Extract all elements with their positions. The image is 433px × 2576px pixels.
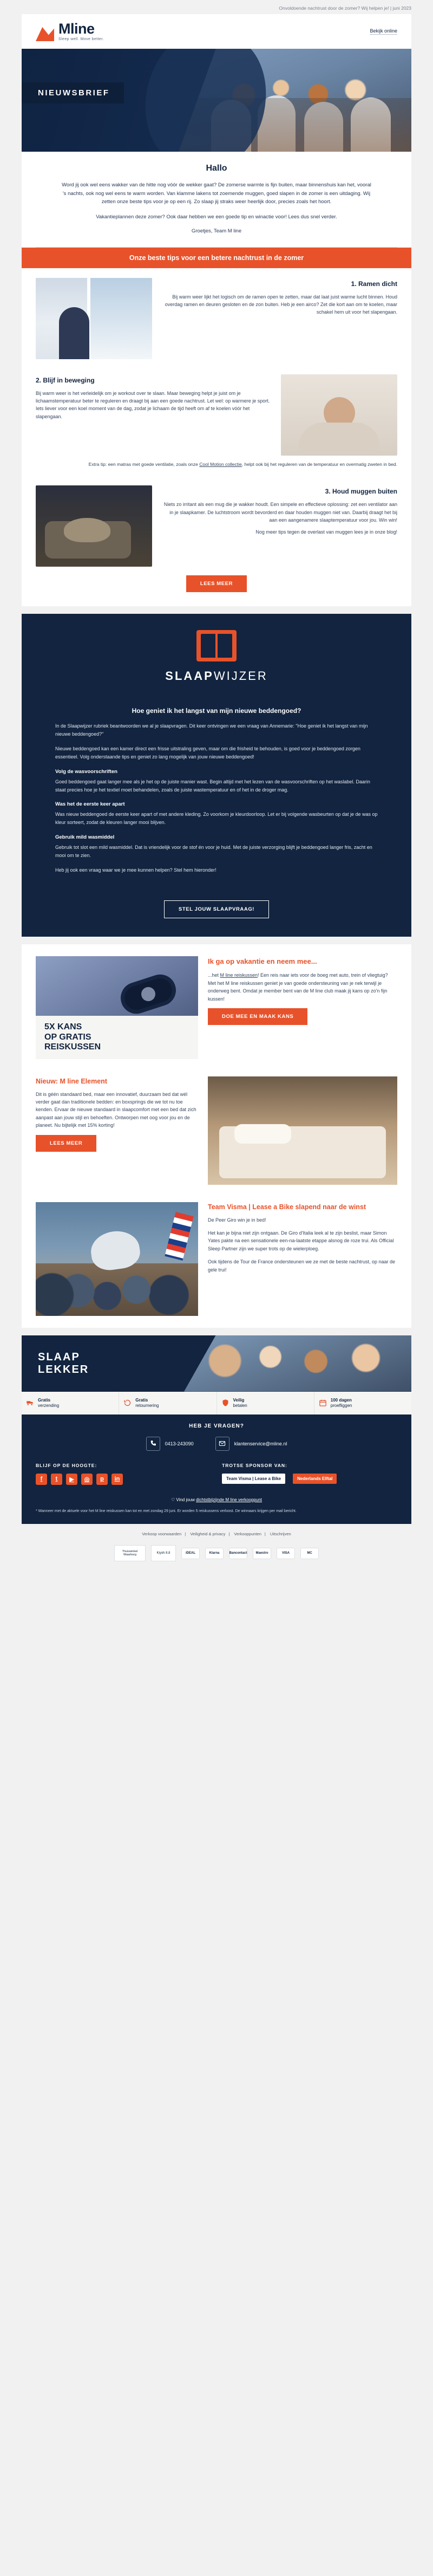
promo-visma-body-1: De Peer Giro win je in bed!	[208, 1217, 266, 1223]
mail-icon	[215, 1437, 229, 1451]
slaapwijzer-brand	[36, 669, 397, 683]
footer-questions-title: HEB JE VRAGEN?	[22, 1414, 411, 1435]
sponsor-logo-knvb: Nederlands Elftal	[293, 1474, 337, 1484]
promo-win-row	[22, 944, 411, 1071]
brand-logo[interactable]	[36, 22, 104, 41]
slaapwijzer-lead: Nieuwe beddengoed kan een kamer direct een frisse uitstraling geven, maar om die frisheid te behouden, is goed voor je beddengoed zorgen essentieel. Volg onderstaande tips en geniet zo lang mogelijk van jouw nieuwe beddengoed!	[55, 745, 360, 760]
mosquito-sleeper-photo	[36, 485, 152, 567]
usp-payment-line2: betalen	[233, 1403, 247, 1408]
slaapwijzer-section-2-heading: Was het de eerste keer apart	[55, 801, 125, 808]
footer-disclaimer: * Wanneer met de aktuele voor het M line reiskussen kan tot en met zondag 29 juni. Er worden 5 reiskussens verloost. De winnaars krijgen per mail bericht.	[22, 1509, 411, 1524]
flag-shape	[165, 1212, 193, 1261]
win-badge-line3: REISKUSSEN	[44, 1042, 101, 1052]
linkedin-icon[interactable]: in	[111, 1474, 123, 1485]
tip-row-2	[22, 365, 411, 461]
footer-hero	[22, 1335, 411, 1392]
usp-returns-line2: retournering	[135, 1403, 159, 1408]
pay-mastercard-icon: MC	[300, 1548, 319, 1559]
promo-element-body: Dit is géén standaard bed, maar een innovatief, duurzaam bed dat wél verder gaat dan traditionele bedden: en boxsprings die we tot nu toe kenden. Ervaar de nieuwe standaard in slaapcomfort met een bed dat zich aanpast aan jouw stijl en behoeften. Ontworpen met oog voor jou en de planeet. Nu bijtelijk met 15% korting!	[36, 1091, 196, 1128]
usp-payment	[217, 1392, 314, 1414]
promo-win-title: Ik ga op vakantie en neem mee...	[208, 957, 317, 965]
slaapwijzer-question: Hoe geniet ik het langst van mijn nieuwe beddengoed?	[132, 707, 301, 715]
promo-win-body	[208, 971, 397, 1003]
thuiswinkel-badge: Thuiswinkel Waarborg	[114, 1545, 146, 1561]
tips-section-band: Onze beste tips voor een betere nachtrust in de zomer	[22, 248, 411, 268]
promo-visma-row	[22, 1197, 411, 1328]
view-online-link[interactable]: Bekijk online	[370, 28, 397, 34]
twitter-icon[interactable]: t	[51, 1474, 62, 1485]
pay-maestro-icon: Maestro	[253, 1548, 271, 1559]
email-footer	[22, 1335, 411, 1524]
slaapwijzer-closing: Heb jij ook een vraag waar we je mee kunnen helpen? Stel hem hieronder!	[55, 867, 216, 873]
footer-hero-line2: LEKKER	[38, 1363, 89, 1375]
kiyoh-badge: Kiyoh 8.8	[151, 1545, 176, 1561]
youtube-icon[interactable]: ▶	[66, 1474, 77, 1485]
sponsor-logo-visma: Team Visma | Lease a Bike	[222, 1474, 285, 1484]
tip-2-body: Bij warm weer is het verleidelijk om je workout over te slaan. Maar beweging helpt je juist om je lichaamstemperatuur beter te reguleren en draagt bij aan een goede nachtrust. Let wel: op warmere je sport. Iets liever voor een koel moment van de dag, zodat je lichaam de tijd heeft om af te koelen vóór het slapengaan.	[36, 390, 270, 419]
footer-email-address: klantenservice@mline.nl	[234, 1441, 287, 1446]
footer-hero-photo	[184, 1335, 411, 1392]
tip-extra-note	[22, 461, 411, 476]
travel-pillow-shape	[117, 971, 180, 1018]
usp-trial-line2: proefliggen	[330, 1403, 352, 1408]
yoga-woman-photo	[281, 374, 397, 456]
intro-block	[22, 152, 411, 247]
usp-shipping	[22, 1392, 119, 1414]
slaapwijzer-section-3-heading: Gebruik mild wasmiddel	[55, 834, 115, 841]
cool-motion-link[interactable]: Cool Motion collectie	[199, 461, 242, 467]
footer-link-privacy[interactable]: Veiligheid & privacy	[190, 1532, 226, 1537]
pinterest-icon[interactable]: p	[96, 1474, 108, 1485]
slaapwijzer-body	[22, 697, 411, 897]
usp-returns-line1: Gratis	[135, 1397, 148, 1403]
promo-cards	[22, 944, 411, 1328]
phone-icon	[146, 1437, 160, 1451]
usp-trial-line1: 100 dagen	[330, 1397, 352, 1403]
preheader-text: Onvoldoende nachtrust door de zomer? Wij helpen je! | juni 2023	[279, 5, 411, 11]
footer-social-title: BLIJF OP DE HOOGTE:	[36, 1462, 97, 1468]
footer-social-sponsor-row	[22, 1461, 411, 1497]
promo-win-body-after: ! Een reis naar iets voor de boeg met auto, trein of vliegtuig? Met het M line reiskussen geniet je van goede ondersteuning van je nek terwijl je onderweg bent. Omdat je member bent van de M line club maak jij kans op zo'n fijn kussen!	[208, 972, 388, 1002]
promo-win-body-before: ...het	[208, 972, 220, 978]
promo-visma-body-3: Ook tijdens de Tour de France ondersteunen we ze met de beste nachtrust, op naar de gele trui!	[208, 1259, 396, 1273]
pay-ideal-icon: iDEAL	[181, 1548, 200, 1559]
tip-row-3	[22, 476, 411, 572]
slaapwijzer-cta-row	[22, 897, 411, 937]
footer-hero-line1: SLAAP	[38, 1351, 80, 1363]
tip-note-before: Extra tip: een matras met goede ventilatie, zoals onze	[88, 461, 200, 467]
slaapwijzer-section-3-body: Gebruik tot slot een mild wasmiddel. Dat is vriendelijk voor de stof én voor je huid. Met de juiste verzorging blijft je beddengoed langer fris, zacht en mooi om te zien.	[55, 845, 372, 858]
footer-phone[interactable]	[146, 1437, 194, 1451]
crowd-shape	[36, 1263, 198, 1316]
bedroom-window-photo	[36, 278, 152, 359]
footer-social-col	[36, 1463, 211, 1485]
intro-title: Hallo	[206, 164, 227, 173]
book-icon	[196, 630, 237, 661]
pay-visa-icon: VISA	[277, 1548, 295, 1559]
slaapwijzer-section-1-heading: Volg de wasvoorschriften	[55, 768, 117, 775]
slaapwijzer-intro: In de Slaapwijzer rubriek beantwoorden we al je slaapvragen. Dit keer ontvingen we een vraag van Annemarie: "Hoe geniet ik het langst van mijn nieuwe beddengoed?"	[55, 723, 368, 737]
tip-3-body-2: Nog meer tips tegen de overlast van muggen lees je in onze blog!	[255, 529, 397, 535]
usp-bar	[22, 1392, 411, 1414]
slaapwijzer-brand-bold: SLAAP	[165, 669, 214, 683]
usp-shipping-line1: Gratis	[38, 1397, 51, 1403]
truck-icon	[26, 1399, 34, 1407]
tip-3-body-1: Niets zo irritant als een mug die je wakker houdt. Een simpele en effectieve oplossing: zet een ventilator aan in je slaapkamer. De luchtstroom wordt bevorderd en daar houden muggen niet van. Daarbij draagt het bij aan een aangenamere slaaptemperatuur voor jou. Win win!	[163, 502, 397, 523]
shield-icon	[221, 1399, 229, 1407]
facebook-icon[interactable]: f	[36, 1474, 47, 1485]
footer-contact-row	[22, 1435, 411, 1461]
tips-read-more-button[interactable]: LEES MEER	[186, 575, 247, 592]
footer-phone-number: 0413-243090	[165, 1441, 194, 1446]
usp-returns	[119, 1392, 216, 1414]
intro-paragraph-2: Vakantieplannen deze zomer? Ook daar hebben we een goede tip en winactie voor! Lees dus snel verder.	[96, 214, 337, 220]
intro-signature: Groetjes, Team M line	[191, 228, 242, 234]
store-locator-before: Vind jouw	[176, 1497, 196, 1502]
tip-row-1	[22, 268, 411, 365]
mline-element-bed-photo	[208, 1076, 397, 1185]
tip-1-body: Bij warm weer lijkt het logisch om de ramen open te zetten, maar dat laat juist warme lucht binnen. Houd overdag ramen en deuren gesloten en de zon buiten. Heb je een airco? Zet die kort aan om te koelen, maar schakel hem uit voor het slapengaan.	[165, 294, 397, 315]
store-locator-link[interactable]: dichtstbijzijnde M line verkooppunt	[196, 1497, 262, 1502]
hero-banner	[22, 49, 411, 152]
slaapwijzer-header	[22, 614, 411, 697]
tip-2-title: 2. Blijf in beweging	[36, 376, 95, 384]
promo-visma-body-2: Het kan je bijna niet zijn ontgaan. De Giro d'Italia leek al te zijn beslist, maar Simon Yates pakte na een sensationele een-na-laatste etappe alsnog de roze trui. Als Official Sleep Partner zijn we super trots op de wielerploeg.	[208, 1230, 394, 1251]
hero-label: NIEUWSBRIEF	[22, 82, 124, 103]
instagram-icon[interactable]: ◎	[81, 1474, 93, 1485]
email-header	[22, 14, 411, 49]
promo-element-title: Nieuw: M line Element	[36, 1077, 107, 1085]
win-badge-line2: OP GRATIS	[44, 1032, 91, 1042]
footer-sponsor-col	[222, 1463, 397, 1485]
footer-sponsor-title: TROTSE SPONSOR VAN:	[222, 1462, 287, 1468]
win-badge-line1: 5X KANS	[44, 1022, 82, 1032]
footer-link-unsubscribe[interactable]: Uitschrijven	[270, 1532, 291, 1537]
intro-paragraph-1: Word jij ook wel eens wakker van de hitte nog vóór de wekker gaat? De zomerse warmte is fijn buiten, maar binnenshuis kan het, vooral 's nachts, ook nog wel eens te warm worden. Van klamme lakens tot zoemende muggen, goed slapen in de zomer is een uitdaging. Wij zetten onze beste tips voor je op een rij. Zo slaap jij straks weer heerlijk door, precies zoals het hoort.	[62, 182, 371, 205]
pay-klarna-icon: Klarna	[205, 1548, 224, 1559]
travel-pillow-photo	[36, 956, 198, 1059]
element-read-more-button[interactable]: LEES MEER	[36, 1135, 96, 1152]
payment-methods-row	[0, 1541, 433, 1575]
tip-3-title: 3. Houd muggen buiten	[325, 488, 397, 496]
email-card	[22, 14, 411, 606]
calendar-icon	[319, 1399, 327, 1407]
cycling-team-photo	[36, 1202, 198, 1316]
enter-contest-button[interactable]: DOE MEE EN MAAK KANS	[208, 1008, 307, 1025]
footer-hero-text	[22, 1335, 184, 1392]
promo-element-row	[22, 1071, 411, 1197]
slaapwijzer-section-2-body: Was nieuw beddengoed de eerste keer apart of met andere kleding. Zo voorkom je kleurdoorloop. Let er bij volgende wasbeurten op dat je de was op kleur sorteert, zodat de kleuren langer mooi blijven.	[55, 812, 378, 826]
footer-email[interactable]	[215, 1437, 287, 1451]
slaapwijzer-section-1-body: Goed beddengoed gaat langer mee als je het op de juiste manier wast. Begin altijd met het lezen van de wasvoorschriften op het waslabel. Daarin staat precies hoe je het textiel moet behandelen, zoals de juiste wastemperatuur en of het in de droger mag.	[55, 778, 370, 793]
travel-pillow-link[interactable]: M line reiskussen	[220, 972, 258, 978]
footer-link-stores[interactable]: Verkooppunten	[234, 1532, 261, 1537]
promo-visma-title: Team Visma | Lease a Bike slapend naar de winst	[208, 1203, 366, 1211]
win-badge	[36, 1016, 198, 1059]
pay-bancontact-icon: Bancontact	[229, 1548, 247, 1559]
slaapwijzer-brand-light: WIJZER	[213, 669, 268, 683]
tips-cta-row	[22, 572, 411, 606]
tip-note-after: , helpt ook bij het reguleren van de temperatuur en overmatig zweten in bed.	[241, 461, 397, 467]
logo-text: Mline	[58, 21, 95, 37]
slaapwijzer-card	[22, 614, 411, 936]
ask-sleep-question-button[interactable]: STEL JOUW SLAAPVRAAG!	[164, 900, 269, 918]
footer-store-locator-line: ♡ Vind jouw dichtstbijzijnde M line verkooppunt	[22, 1497, 411, 1509]
usp-shipping-line2: verzending	[38, 1403, 60, 1408]
tip-1-title: 1. Ramen dicht	[351, 280, 397, 288]
usp-trial	[314, 1392, 411, 1414]
footer-links-row: Verkoop voorwaarden | Veiligheid & privacy | Verkooppunten | Uitschrijven	[0, 1524, 433, 1541]
logo-tagline: Sleep well. Move better.	[58, 37, 104, 41]
footer-link-terms[interactable]: Verkoop voorwaarden	[142, 1532, 182, 1537]
usp-payment-line1: Veilig	[233, 1397, 245, 1403]
return-icon	[123, 1399, 132, 1407]
mline-logo-icon	[36, 27, 54, 41]
